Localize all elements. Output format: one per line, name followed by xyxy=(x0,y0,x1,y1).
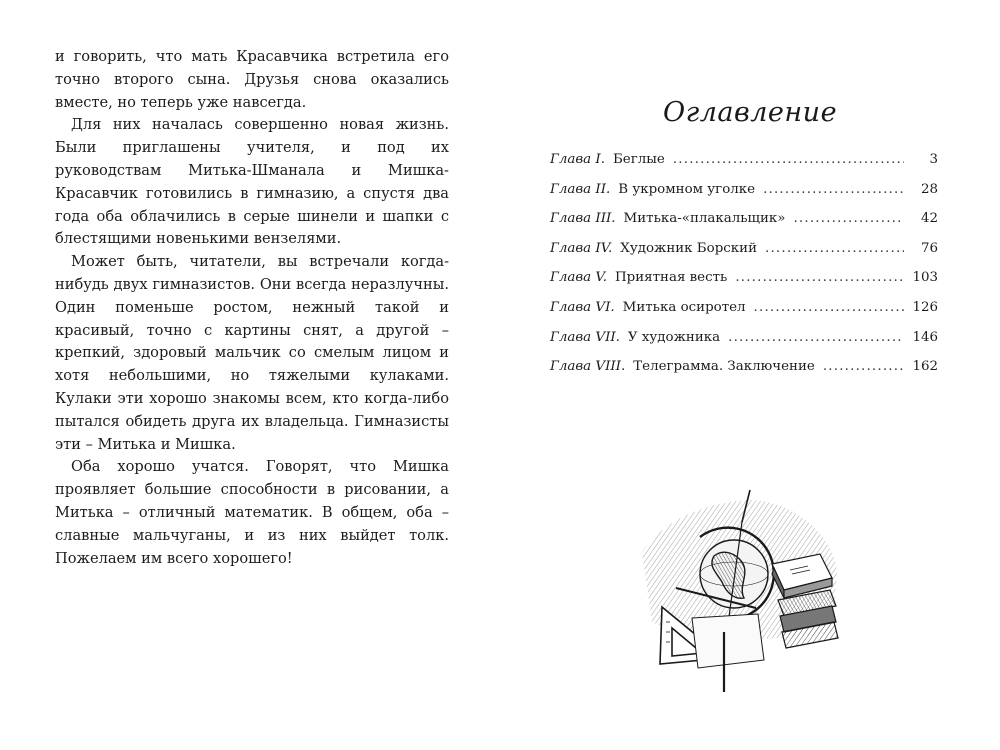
toc-title: Оглавление xyxy=(662,97,838,128)
dot-leader xyxy=(735,270,904,285)
page-number: 126 xyxy=(912,299,938,315)
globe-books-illustration xyxy=(632,482,872,694)
toc-entry[interactable] xyxy=(550,241,938,271)
table-of-contents xyxy=(550,152,938,389)
right-page xyxy=(500,0,1000,750)
chapter-number: Глава VI. xyxy=(550,299,615,315)
chapter-title: Беглые xyxy=(612,152,665,167)
dot-leader xyxy=(765,241,904,256)
chapter-number: Глава VIII. xyxy=(550,359,626,375)
page-number: 146 xyxy=(912,329,938,345)
toc-entry[interactable] xyxy=(550,270,938,300)
chapter-number: Глава I. xyxy=(550,152,605,167)
toc-entry[interactable] xyxy=(550,211,938,241)
chapter-title: У художника xyxy=(627,329,721,345)
toc-entry[interactable] xyxy=(550,330,938,360)
dot-leader xyxy=(763,182,904,197)
dot-leader xyxy=(823,359,904,374)
page-number: 3 xyxy=(929,152,938,167)
dot-leader xyxy=(728,330,904,345)
page-number: 103 xyxy=(912,270,938,286)
toc-entry[interactable] xyxy=(550,182,938,212)
paragraph: Может быть, читатели, вы встречали когда-нибудь двух гимназистов. Они всегда неразлучны. Один поменьше ростом, нежный такой и красивый, точно с картины снят, а другой – крепкий, здоровый мальчик со смелым лицом и хотя небольшими, но тяжелыми кулаками. Кулаки эти хорошо знакомы всем, кто когда-либо пытался обидеть друга их владельца. Гимназисты эти – Митька и Мишка. xyxy=(55,253,449,453)
chapter-title: Митька осиротел xyxy=(622,299,746,315)
paragraph: Для них началась совершенно новая жизнь. Были приглашены учителя, и под их руководствам Митька-Шманала и Мишка-Красавчик готовились в гимназию, а спустя два года оба облачились в серые шинели и шапки с блестящими новенькими вензелями. xyxy=(55,116,449,248)
chapter-number: Глава IV. xyxy=(550,240,613,256)
chapter-number: Глава II. xyxy=(550,181,611,197)
page-number: 42 xyxy=(920,211,938,227)
chapter-number: Глава V. xyxy=(550,270,607,286)
paragraph: и говорить, что мать Красавчика встретила его точно второго сына. Друзья снова оказались вместе, но теперь уже навсегда. xyxy=(55,48,449,111)
paragraph: Оба хорошо учатся. Говорят, что Мишка проявляет большие способности в рисовании, а Митька – отличный математик. В общем, оба – славные мальчуганы, и из них выйдет толк. Пожелаем им всего хорошего! xyxy=(55,458,449,567)
dot-leader xyxy=(793,211,904,226)
chapter-title: Телеграмма. Заключение xyxy=(633,359,815,375)
chapter-title: Художник Борский xyxy=(620,240,758,256)
chapter-title: Приятная весть xyxy=(615,270,728,286)
chapter-number: Глава III. xyxy=(550,211,616,227)
page-number: 28 xyxy=(920,181,938,197)
chapter-number: Глава VII. xyxy=(550,329,620,345)
dot-leader xyxy=(754,300,904,315)
toc-entry[interactable] xyxy=(550,300,938,330)
toc-entry[interactable] xyxy=(550,359,938,389)
chapter-title: В укромном уголке xyxy=(618,181,756,197)
page-number: 76 xyxy=(920,240,938,256)
chapter-ending-text xyxy=(55,46,449,570)
toc-entry[interactable] xyxy=(550,152,938,182)
dot-leader xyxy=(673,152,904,167)
page-number: 162 xyxy=(912,359,938,375)
chapter-title: Митька-«плакальщик» xyxy=(623,211,786,227)
